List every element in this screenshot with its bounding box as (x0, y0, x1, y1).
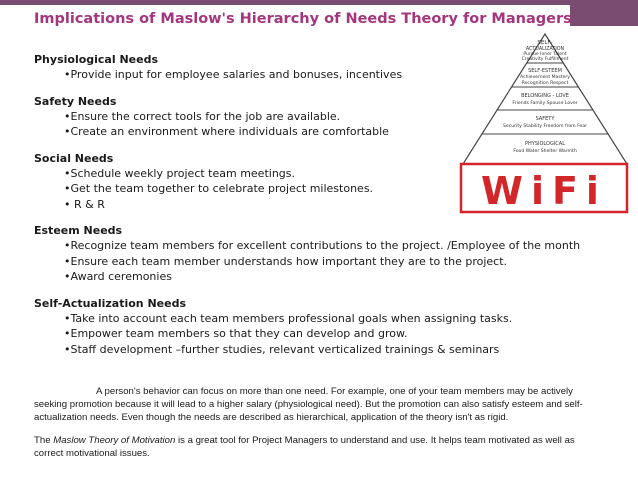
bullet-item: •Empower team members so that they can develop and grow. (64, 327, 408, 340)
pyramid-label: Recognition Respect (521, 81, 569, 86)
pyramid-label: SAFETY (535, 116, 555, 122)
theory-name: Maslow Theory of Motivation (53, 435, 176, 446)
paragraph-text: A person's behavior can focus on more than one need. For example, one of your team members may be actively seeking promotion because it will lead to a higher salary (physiological need). But the promotion can also satisfy esteem and self-actualization needs. Even though the needs are described as hierarchical, application of the theory isn't as rigid. (34, 386, 583, 423)
bullet-item: • R & R (64, 197, 105, 211)
wifi-drawing (455, 158, 635, 218)
paragraph-prefix: The (34, 435, 54, 446)
section-heading: Physiological Needs (34, 53, 159, 66)
section-heading: Esteem Needs (34, 224, 123, 237)
pyramid-label: SELF-ESTEEM (528, 68, 562, 74)
section-heading: Safety Needs (34, 94, 117, 108)
bullet-item: •Get the team together to celebrate project milestones. (64, 182, 374, 195)
section-heading: Social Needs (34, 151, 114, 165)
paragraph-suffix: is a great tool for Project Managers to understand and use. It helps team motivated as well as correct motivational issues. (34, 435, 575, 459)
bullet-item: •Ensure the correct tools for the job are available. (64, 109, 341, 123)
pyramid-label: ACTUALIZATION (525, 47, 565, 52)
bullet-item: •Award ceremonies (64, 270, 172, 283)
bullet-item: •Provide input for employee salaries and bonuses, incentives (64, 68, 403, 81)
maslow-pyramid-diagram (455, 30, 635, 170)
section-heading: Self-Actualization Needs (34, 296, 187, 310)
bullet-item: •Ensure each team member understands how important they are to the project. (64, 254, 508, 268)
wifi-text: WiFi (481, 169, 607, 213)
bullet-item: •Create an environment where individuals are comfortable (64, 125, 389, 138)
pyramid-label: Achievement Mastery (519, 75, 571, 80)
pyramid-label: SELF- (537, 40, 553, 46)
pyramid-label: Food Water Shelter Warmth (513, 149, 577, 154)
section-self-actualization (34, 297, 604, 358)
corner-accent (570, 0, 638, 26)
conclusion-paragraph (34, 434, 594, 460)
section-esteem (34, 224, 604, 285)
pyramid-label: Pursue Inner Talent (523, 52, 567, 57)
explanation-paragraph (34, 385, 594, 424)
pyramid-label: Friends Family Spouse Lover (512, 101, 578, 106)
pyramid-label: Creativity Fulfillment (521, 57, 569, 62)
bullet-item: •Schedule weekly project team meetings. (64, 166, 296, 180)
bullet-item: •Staff development –further studies, relevant verticalized trainings & seminars (64, 342, 500, 356)
pyramid-label: BELONGING - LOVE (521, 93, 569, 99)
bullet-item: •Take into account each team members professional goals when assigning tasks. (64, 311, 513, 325)
pyramid-label: PHYSIOLOGICAL (524, 141, 566, 147)
bullet-item: •Recognize team members for excellent contributions to the project. /Employee of the month (64, 239, 581, 252)
pyramid-label: Security Stability Freedom from Fear (502, 124, 588, 129)
top-bar (0, 0, 570, 5)
slide-title: Implications of Maslow's Hierarchy of Needs Theory for Managers (34, 11, 572, 27)
